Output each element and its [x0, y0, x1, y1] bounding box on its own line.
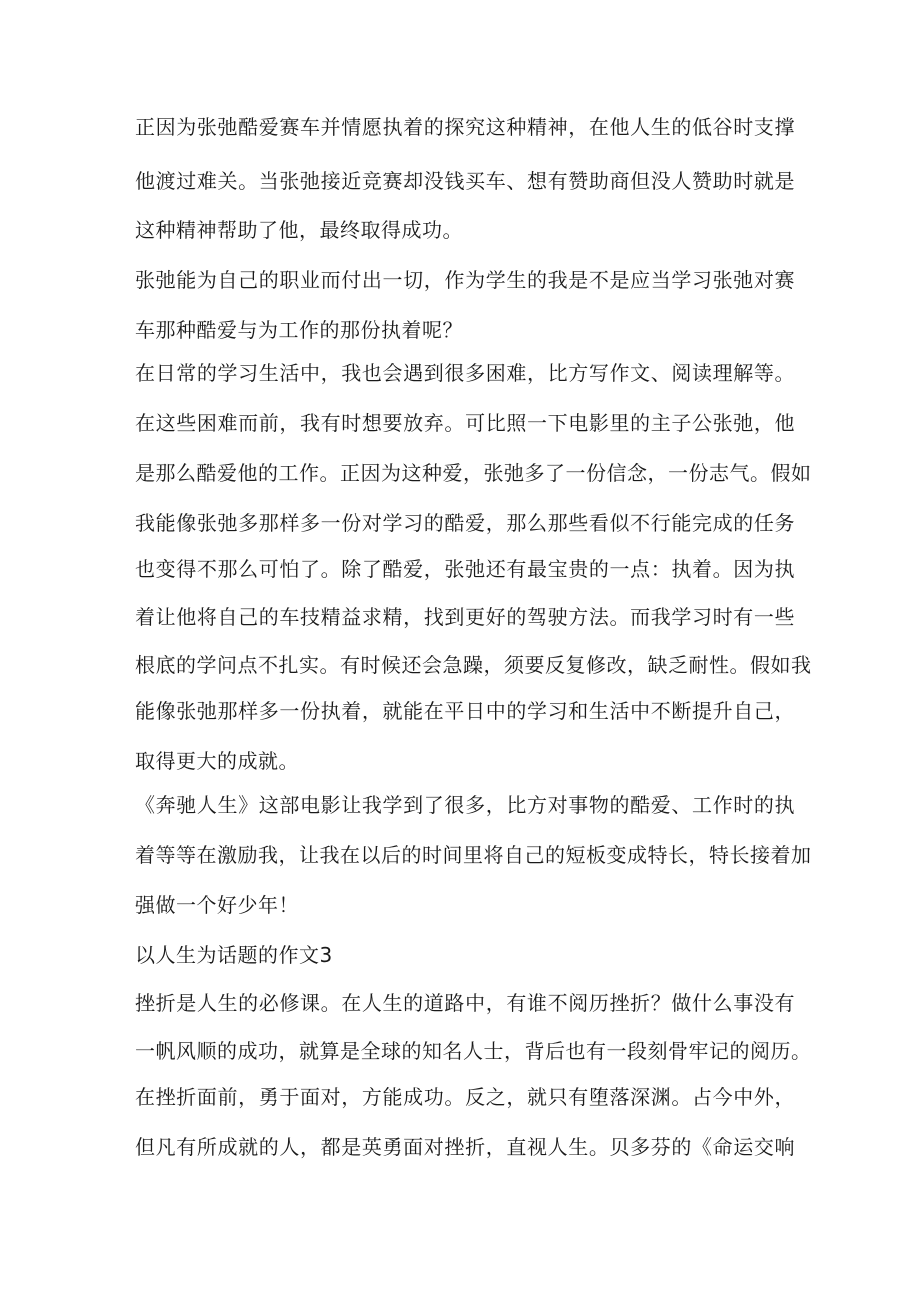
text-line: 在日常的学习生活中，我也会遇到很多困难，比方写作文、阅读理解等。 [135, 361, 795, 385]
text-line: 一帆风顺的成功，就算是全球的知名人士，背后也有一段刻骨牢记的阅历。 [135, 1039, 812, 1063]
text-line: 这种精神帮助了他，最终取得成功。 [135, 218, 463, 242]
text-line: 着让他将自己的车技精益求精，找到更好的驾驶方法。而我学习时有一些 [135, 605, 795, 629]
text-line: 正因为张弛酷爱赛车并情愿执着的探究这种精神，在他人生的低谷时支撑 [135, 115, 795, 139]
text-line: 挫折是人生的必修课。在人生的道路中，有谁不阅历挫折？做什么事没有 [135, 991, 795, 1015]
text-line: 取得更大的成就。 [135, 749, 299, 773]
text-line: 能像张弛那样多一份执着，就能在平日中的学习和生活中不断提升自己， [135, 699, 795, 723]
text-line: 但凡有所成就的人，都是英勇面对挫折，直视人生。贝多芬的《命运交响 [135, 1135, 795, 1159]
text-line: 车那种酷爱与为工作的那份执着呢？ [135, 318, 463, 342]
text-line: 他渡过难关。当张弛接近竞赛却没钱买车、想有赞助商但没人赞助时就是 [135, 169, 795, 193]
text-line: 根底的学问点不扎实。有时候还会急躁，须要反复修改，缺乏耐性。假如我 [135, 653, 812, 677]
section-heading: 以人生为话题的作文3 [135, 943, 333, 967]
text-line: 也变得不那么可怕了。除了酷爱，张弛还有最宝贵的一点：执着。因为执 [135, 557, 795, 581]
text-line: 是那么酷爱他的工作。正因为这种爱，张弛多了一份信念，一份志气。假如 [135, 461, 812, 485]
text-line: 张弛能为自己的职业而付出一切，作为学生的我是不是应当学习张弛对赛 [135, 268, 795, 292]
text-line: 我能像张弛多那样多一份对学习的酷爱，那么那些看似不行能完成的任务 [135, 511, 795, 535]
text-line: 着等等在激励我，让我在以后的时间里将自己的短板变成特长，特长接着加 [135, 843, 812, 867]
text-line: 在这些困难而前，我有时想要放弃。可比照一下电影里的主子公张弛，他 [135, 411, 795, 435]
text-line: 《奔驰人生》这部电影让我学到了很多，比方对事物的酷爱、工作时的执 [135, 793, 795, 817]
text-line: 强做一个好少年！ [135, 893, 299, 917]
text-line: 在挫折面前，勇于面对，方能成功。反之，就只有堕落深渊。占今中外， [135, 1085, 795, 1109]
